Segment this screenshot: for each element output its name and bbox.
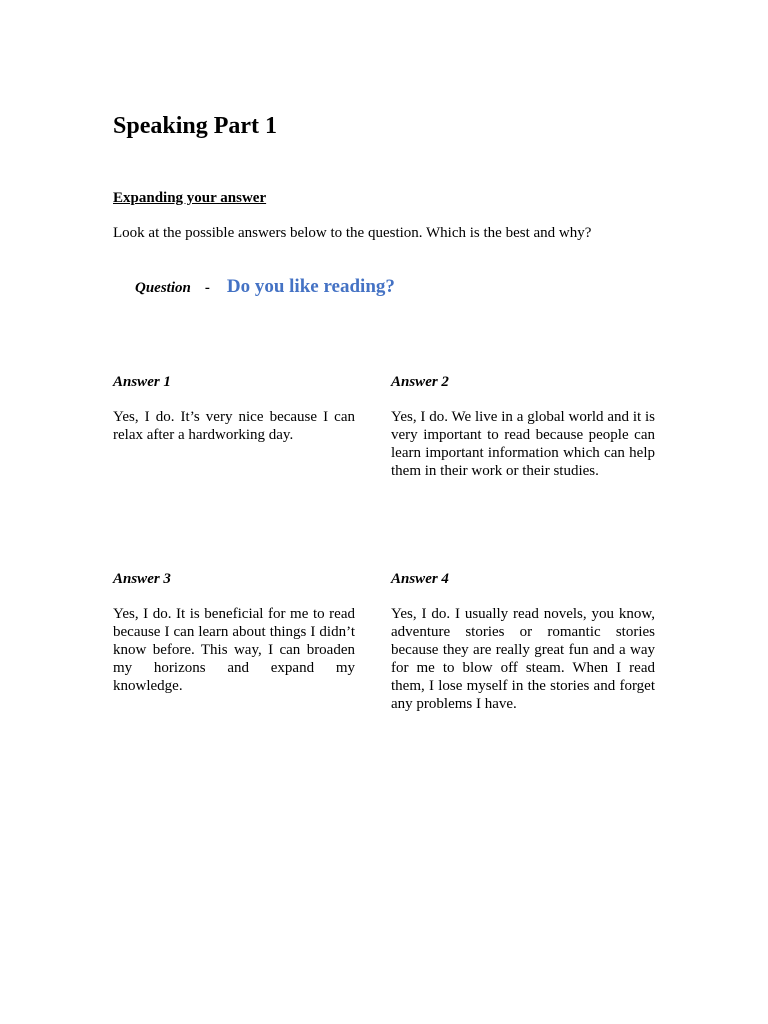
answer-block-2 [391,372,655,480]
question-label: Question [135,280,191,296]
answer-heading: Answer 3 [113,571,171,587]
section-heading: Expanding your answer [113,190,267,206]
answer-block-3 [113,569,355,695]
question-row [135,276,395,302]
answer-text: Yes, I do. It’s very nice because I can relax after a hardworking day. [113,409,355,443]
answer-heading: Answer 1 [113,374,171,390]
answer-text: Yes, I do. It is beneficial for me to read because I can learn about things I didn’t know before. This way, I can broaden my horizons and expand my knowledge. [113,606,355,694]
question-text: Do you like reading? [226,276,395,297]
answer-heading: Answer 2 [391,374,449,390]
answer-text: Yes, I do. I usually read novels, you know, adventure stories or romantic stories because they are really great fun and a way for me to blow off steam. When I read them, I lose myself in the stories and forget any problems I have. [391,606,655,712]
answer-heading: Answer 4 [391,571,449,587]
answer-block-1 [113,372,355,444]
page-title: Speaking Part 1 [113,113,278,139]
answer-block-4 [391,569,655,713]
question-dash: - [204,280,210,296]
instructions-text: Look at the possible answers below to the question. Which is the best and why? [113,225,592,241]
answer-text: Yes, I do. We live in a global world and it is very important to read because people can learn important information which can help them in their work or their studies. [391,409,655,479]
